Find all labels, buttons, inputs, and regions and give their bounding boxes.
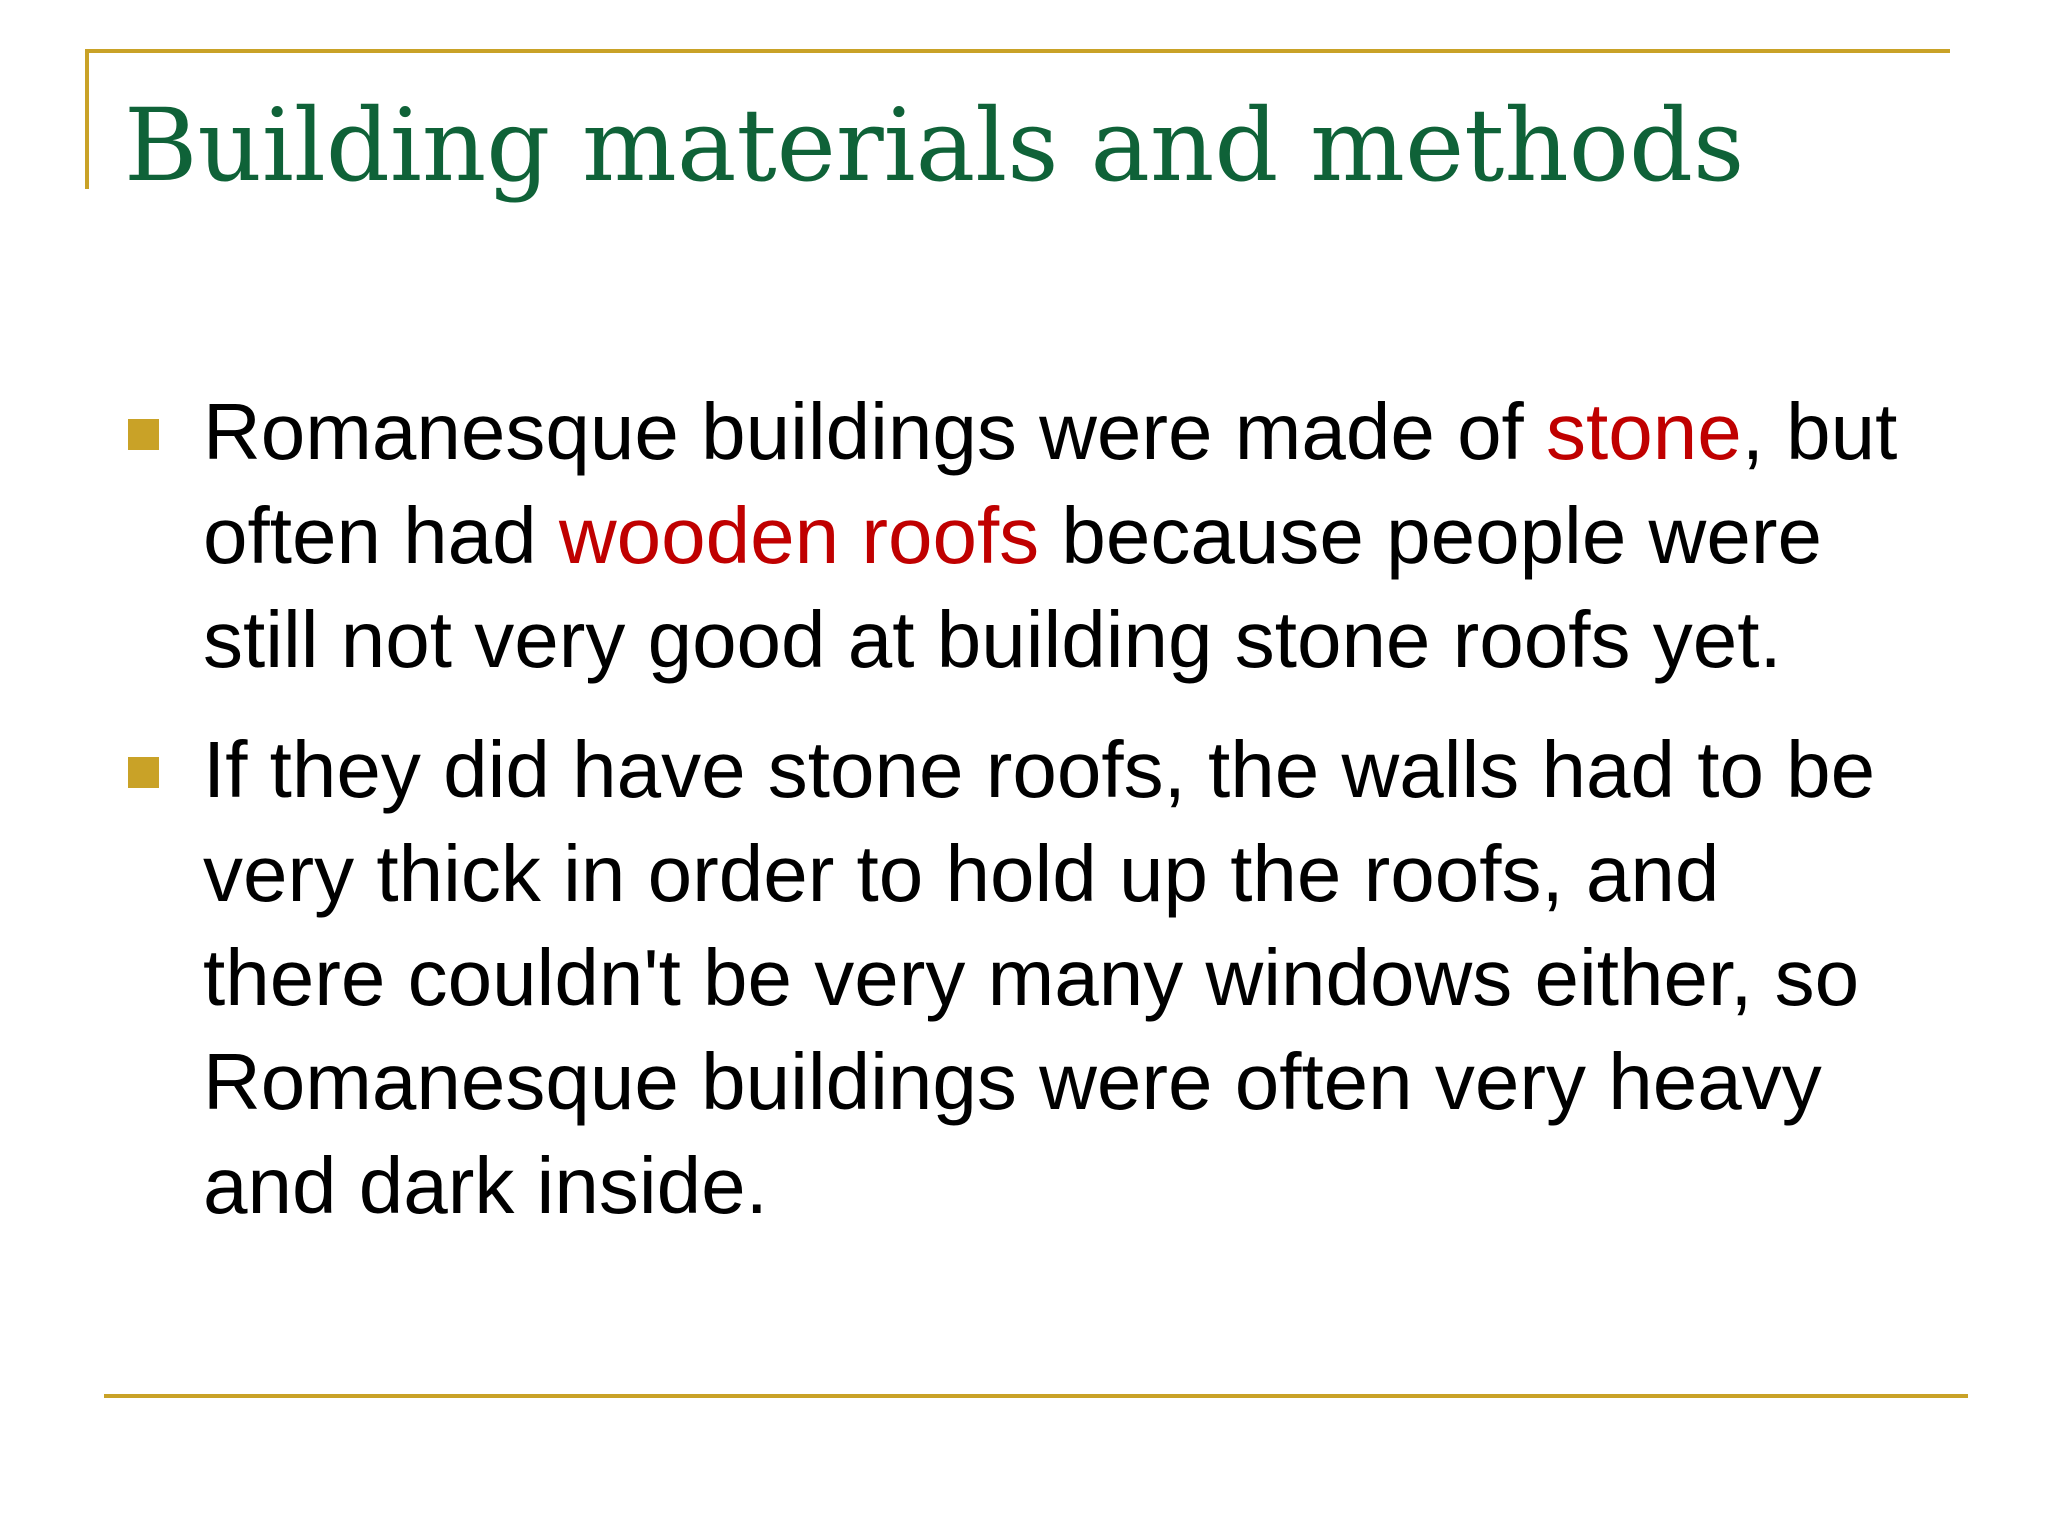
slide-title: Building materials and methods bbox=[124, 87, 1745, 204]
bottom-divider bbox=[104, 1394, 1968, 1398]
highlight-wooden-roofs: wooden roofs bbox=[558, 491, 1040, 580]
bullet-item-2 bbox=[128, 718, 1918, 1238]
bullet-list bbox=[128, 380, 1918, 1264]
bullet-1-text-end: because people were still not very good at building stone roofs yet. bbox=[203, 491, 1822, 684]
bullet-2-text: If they did have stone roofs, the walls had to be very thick in order to hold up the roofs, and there couldn't be very many windows either, so Romanesque buildings were often very heavy and dark inside. bbox=[203, 725, 1876, 1230]
bullet-item-1 bbox=[128, 380, 1918, 692]
highlight-stone: stone bbox=[1546, 387, 1742, 476]
top-divider bbox=[85, 49, 1950, 53]
square-bullet-icon bbox=[128, 419, 159, 450]
bullet-1-text-start: Romanesque buildings were made of bbox=[203, 387, 1547, 476]
square-bullet-icon bbox=[128, 757, 159, 788]
bullet-1-text-middle: , but often had bbox=[203, 387, 1898, 580]
left-accent-rule bbox=[85, 49, 89, 189]
